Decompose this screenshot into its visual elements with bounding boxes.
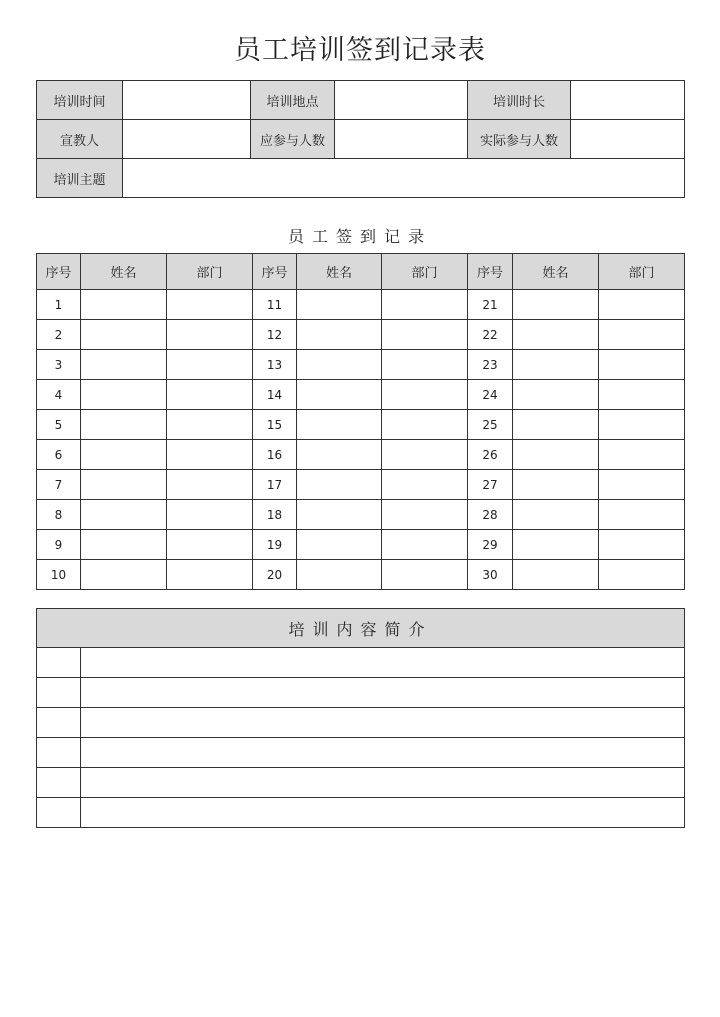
info-label: 实际参与人数	[468, 120, 571, 159]
name-field[interactable]	[513, 410, 599, 440]
info-value-field[interactable]	[123, 120, 251, 159]
row-number: 20	[253, 560, 297, 590]
department-field[interactable]	[382, 350, 468, 380]
department-field[interactable]	[599, 560, 685, 590]
table-row	[37, 350, 685, 380]
name-field[interactable]	[81, 410, 167, 440]
content-text-field[interactable]	[81, 678, 685, 708]
row-number: 29	[468, 530, 513, 560]
department-field[interactable]	[167, 350, 253, 380]
department-field[interactable]	[599, 320, 685, 350]
row-number: 24	[468, 380, 513, 410]
content-index-cell[interactable]	[37, 678, 81, 708]
content-section-title: 培训内容简介	[37, 609, 685, 648]
name-field[interactable]	[81, 560, 167, 590]
signin-section-title: 员工签到记录	[287, 227, 432, 246]
table-row	[37, 470, 685, 500]
info-value-field[interactable]	[571, 81, 685, 120]
content-text-field[interactable]	[81, 768, 685, 798]
department-field[interactable]	[599, 350, 685, 380]
name-field[interactable]	[297, 500, 382, 530]
name-field[interactable]	[513, 350, 599, 380]
row-number: 16	[253, 440, 297, 470]
department-field[interactable]	[599, 410, 685, 440]
department-field[interactable]	[382, 290, 468, 320]
row-number: 17	[253, 470, 297, 500]
content-row	[37, 738, 685, 768]
content-row	[37, 798, 685, 828]
department-field[interactable]	[599, 290, 685, 320]
name-field[interactable]	[81, 470, 167, 500]
training-info-table	[36, 80, 685, 198]
row-number: 11	[253, 290, 297, 320]
department-field[interactable]	[599, 380, 685, 410]
column-header: 序号	[253, 254, 297, 290]
department-field[interactable]	[382, 500, 468, 530]
name-field[interactable]	[513, 440, 599, 470]
department-field[interactable]	[599, 530, 685, 560]
training-content-table	[36, 608, 685, 828]
info-label: 宣教人	[37, 120, 123, 159]
department-field[interactable]	[382, 470, 468, 500]
column-header: 部门	[599, 254, 685, 290]
row-number: 2	[37, 320, 81, 350]
row-number: 18	[253, 500, 297, 530]
name-field[interactable]	[513, 500, 599, 530]
name-field[interactable]	[81, 380, 167, 410]
name-field[interactable]	[81, 500, 167, 530]
table-row	[37, 440, 685, 470]
department-field[interactable]	[167, 530, 253, 560]
content-text-field[interactable]	[81, 798, 685, 828]
row-number: 27	[468, 470, 513, 500]
content-index-cell[interactable]	[37, 798, 81, 828]
name-field[interactable]	[297, 470, 382, 500]
row-number: 5	[37, 410, 81, 440]
row-number: 4	[37, 380, 81, 410]
department-field[interactable]	[167, 410, 253, 440]
department-field[interactable]	[167, 470, 253, 500]
department-field[interactable]	[167, 560, 253, 590]
name-field[interactable]	[513, 530, 599, 560]
column-header: 姓名	[513, 254, 599, 290]
info-label: 应参与人数	[251, 120, 335, 159]
name-field[interactable]	[513, 470, 599, 500]
content-index-cell[interactable]	[37, 768, 81, 798]
name-field[interactable]	[81, 290, 167, 320]
row-number: 28	[468, 500, 513, 530]
department-field[interactable]	[382, 320, 468, 350]
department-field[interactable]	[382, 530, 468, 560]
name-field[interactable]	[297, 410, 382, 440]
info-value-field[interactable]	[571, 120, 685, 159]
table-row	[37, 380, 685, 410]
table-row	[37, 500, 685, 530]
department-field[interactable]	[167, 380, 253, 410]
info-value-field[interactable]	[335, 120, 468, 159]
name-field[interactable]	[513, 290, 599, 320]
column-header: 姓名	[297, 254, 382, 290]
name-field[interactable]	[297, 290, 382, 320]
content-index-cell[interactable]	[37, 708, 81, 738]
content-row	[37, 708, 685, 738]
row-number: 3	[37, 350, 81, 380]
column-header: 序号	[37, 254, 81, 290]
department-field[interactable]	[599, 470, 685, 500]
name-field[interactable]	[297, 380, 382, 410]
name-field[interactable]	[297, 560, 382, 590]
name-field[interactable]	[513, 320, 599, 350]
table-row	[37, 290, 685, 320]
row-number: 30	[468, 560, 513, 590]
row-number: 14	[253, 380, 297, 410]
column-header: 姓名	[81, 254, 167, 290]
topic-field[interactable]	[123, 159, 685, 198]
page-title: 员工培训签到记录表	[234, 35, 486, 66]
department-field[interactable]	[167, 440, 253, 470]
info-label: 培训地点	[251, 81, 335, 120]
info-value-field[interactable]	[123, 81, 251, 120]
content-index-cell[interactable]	[37, 738, 81, 768]
row-number: 6	[37, 440, 81, 470]
row-number: 23	[468, 350, 513, 380]
topic-label: 培训主题	[37, 159, 123, 198]
name-field[interactable]	[297, 350, 382, 380]
column-header: 序号	[468, 254, 513, 290]
name-field[interactable]	[297, 440, 382, 470]
info-label: 培训时间	[37, 81, 123, 120]
row-number: 10	[37, 560, 81, 590]
department-field[interactable]	[167, 290, 253, 320]
info-value-field[interactable]	[335, 81, 468, 120]
content-text-field[interactable]	[81, 738, 685, 768]
signin-table	[36, 253, 685, 590]
name-field[interactable]	[81, 440, 167, 470]
row-number: 19	[253, 530, 297, 560]
table-row	[37, 410, 685, 440]
table-row	[37, 530, 685, 560]
row-number: 15	[253, 410, 297, 440]
row-number: 22	[468, 320, 513, 350]
row-number: 13	[253, 350, 297, 380]
row-number: 26	[468, 440, 513, 470]
department-field[interactable]	[599, 440, 685, 470]
table-row	[37, 560, 685, 590]
department-field[interactable]	[382, 560, 468, 590]
row-number: 21	[468, 290, 513, 320]
content-index-cell[interactable]	[37, 648, 81, 678]
department-field[interactable]	[382, 410, 468, 440]
department-field[interactable]	[382, 380, 468, 410]
row-number: 7	[37, 470, 81, 500]
department-field[interactable]	[382, 440, 468, 470]
content-row	[37, 678, 685, 708]
content-row	[37, 768, 685, 798]
content-text-field[interactable]	[81, 648, 685, 678]
row-number: 1	[37, 290, 81, 320]
name-field[interactable]	[513, 560, 599, 590]
content-text-field[interactable]	[81, 708, 685, 738]
name-field[interactable]	[81, 530, 167, 560]
column-header: 部门	[382, 254, 468, 290]
row-number: 8	[37, 500, 81, 530]
name-field[interactable]	[297, 530, 382, 560]
row-number: 9	[37, 530, 81, 560]
row-number: 25	[468, 410, 513, 440]
name-field[interactable]	[513, 380, 599, 410]
content-row	[37, 648, 685, 678]
department-field[interactable]	[599, 500, 685, 530]
name-field[interactable]	[297, 320, 382, 350]
department-field[interactable]	[167, 500, 253, 530]
name-field[interactable]	[81, 320, 167, 350]
info-label: 培训时长	[468, 81, 571, 120]
table-row	[37, 320, 685, 350]
department-field[interactable]	[167, 320, 253, 350]
column-header: 部门	[167, 254, 253, 290]
name-field[interactable]	[81, 350, 167, 380]
row-number: 12	[253, 320, 297, 350]
